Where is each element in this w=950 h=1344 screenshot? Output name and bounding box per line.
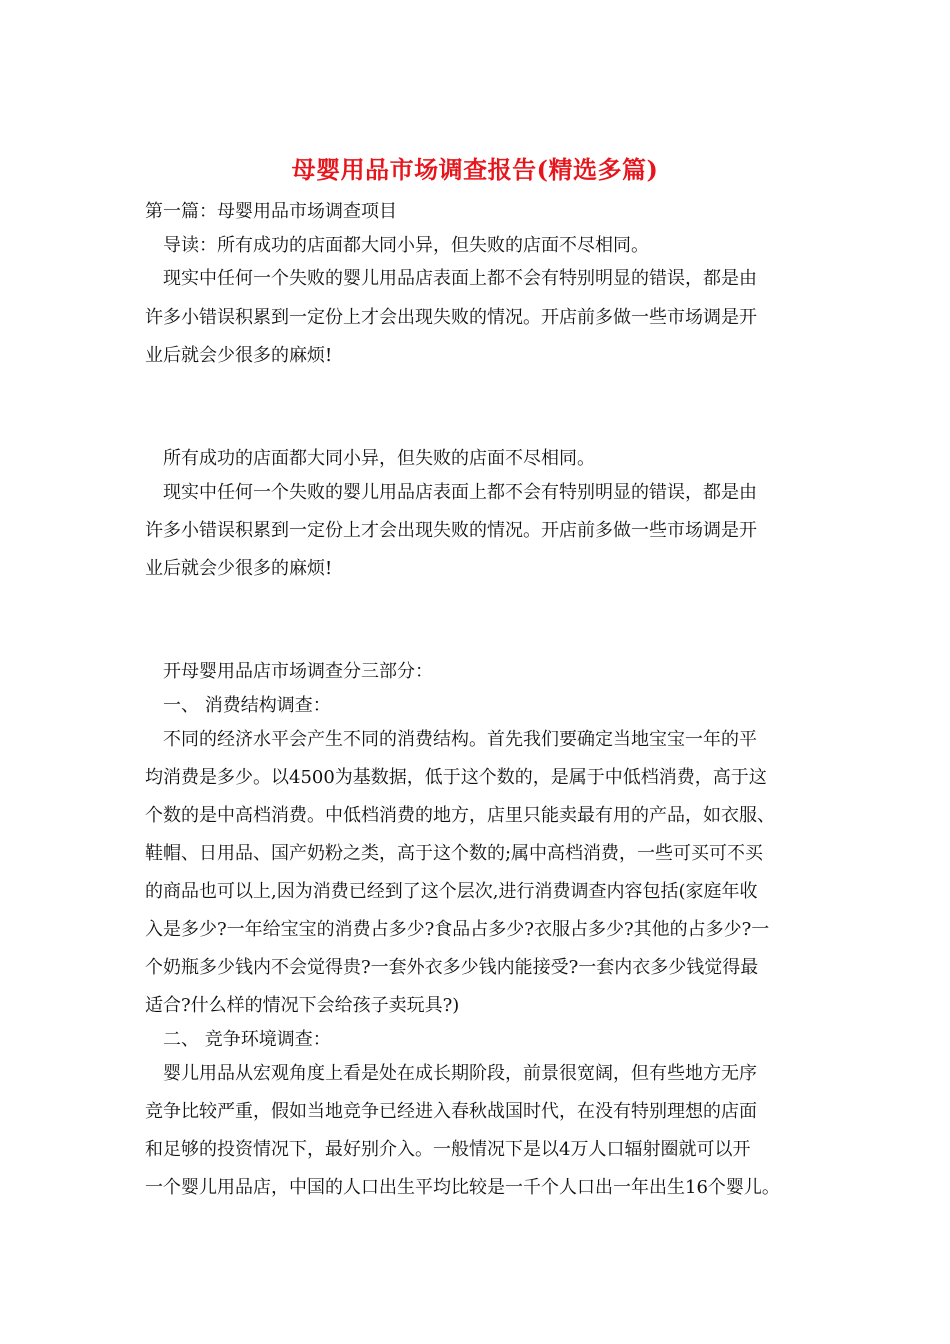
subsection-heading: 一、 消费结构调查： [163,695,331,716]
intro-line: 导读：所有成功的店面都大同小异，但失败的店面不尽相同。 [163,235,649,256]
paragraph-line: 入是多少?一年给宝宝的消费占多少?食品占多少?衣服占多少?其他的占多少?一 [145,919,770,940]
paragraph-line: 竞争比较严重，假如当地竞争已经进入春秋战国时代，在没有特别理想的店面 [145,1101,757,1122]
paragraph-line: 一个婴儿用品店，中国的人口出生平均比较是一千个人口出一年出生16个婴儿。 [145,1177,780,1198]
paragraph-line: 业后就会少很多的麻烦! [145,345,333,366]
paragraph-line: 许多小错误积累到一定份上才会出现失败的情况。开店前多做一些市场调是开 [145,307,757,328]
paragraph-line: 不同的经济水平会产生不同的消费结构。首先我们要确定当地宝宝一年的平 [163,729,757,750]
paragraph-line: 均消费是多少。以4500为基数据，低于这个数的，是属于中低档消费，高于这 [145,767,767,788]
paragraph-line: 鞋帽、日用品、国产奶粉之类，高于这个数的;属中高档消费，一些可买可不买 [145,843,764,864]
subsection-heading: 二、 竞争环境调查： [163,1029,331,1050]
paragraph-line: 适合?什么样的情况下会给孩子卖玩具?) [145,995,460,1016]
paragraph-line: 许多小错误积累到一定份上才会出现失败的情况。开店前多做一些市场调是开 [145,520,757,541]
paragraph-line: 所有成功的店面都大同小异，但失败的店面不尽相同。 [163,448,595,469]
section-heading: 第一篇：母婴用品市场调查项目 [145,201,397,222]
paragraph-line: 现实中任何一个失败的婴儿用品店表面上都不会有特别明显的错误，都是由 [163,482,757,503]
paragraph-line: 现实中任何一个失败的婴儿用品店表面上都不会有特别明显的错误，都是由 [163,268,757,289]
document-title: 母婴用品市场调查报告(精选多篇) [291,155,659,184]
paragraph-line: 的商品也可以上,因为消费已经到了这个层次,进行消费调查内容包括(家庭年收 [145,881,758,902]
paragraph-line: 婴儿用品从宏观角度上看是处在成长期阶段，前景很宽阔，但有些地方无序 [163,1063,757,1084]
paragraph-line: 和足够的投资情况下，最好别介入。一般情况下是以4万人口辐射圈就可以开 [145,1139,751,1160]
paragraph-line: 个奶瓶多少钱内不会觉得贵?一套外衣多少钱内能接受?一套内衣多少钱觉得最 [145,957,759,978]
paragraph-line: 业后就会少很多的麻烦! [145,558,333,579]
paragraph-line: 个数的是中高档消费。中低档消费的地方，店里只能卖最有用的产品，如衣服、 [145,805,775,826]
paragraph-line: 开母婴用品店市场调查分三部分： [163,661,433,682]
